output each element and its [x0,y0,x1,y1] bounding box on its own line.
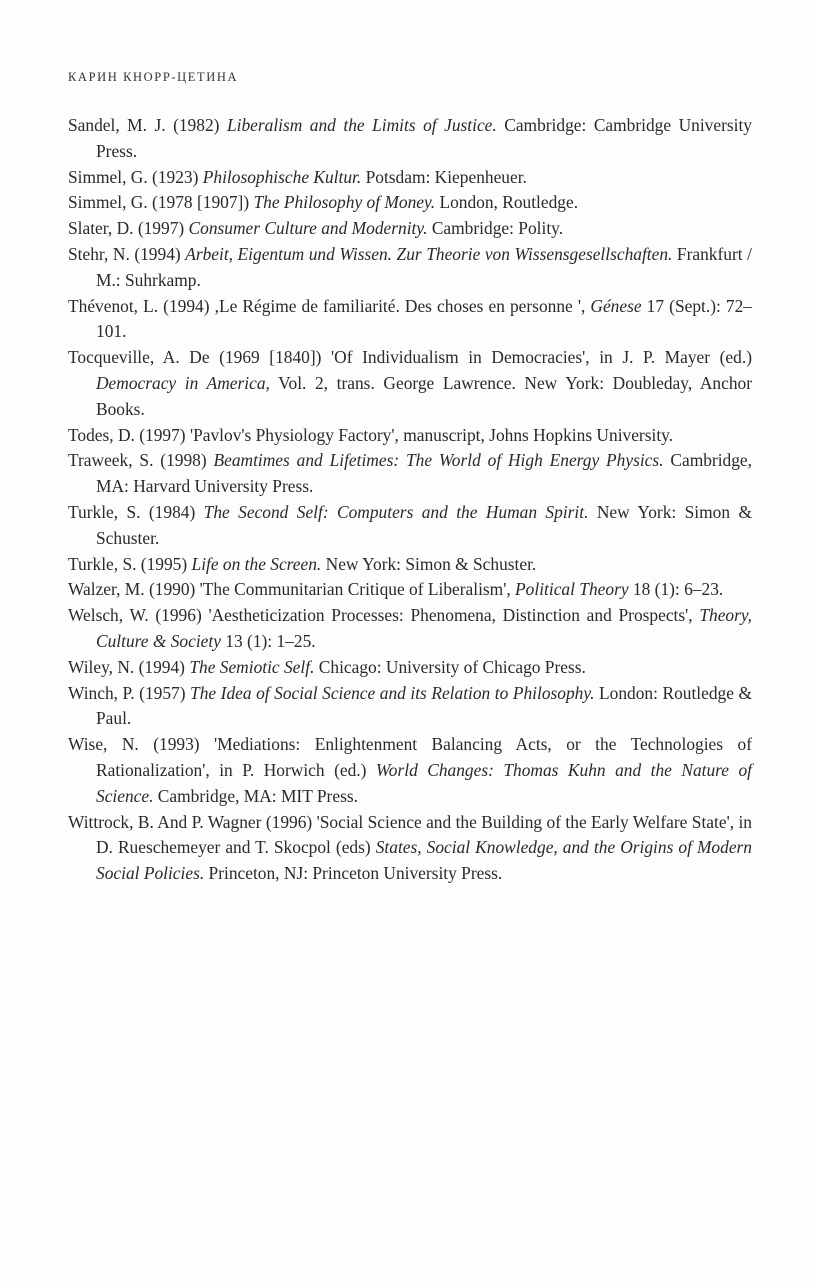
reference-text: Simmel, G. (1923) [68,166,203,187]
reference-text: 18 (1): 6–23. [628,579,724,600]
reference-entry [68,603,752,655]
reference-entry [68,681,752,733]
reference-text: Todes, D. (1997) 'Pavlov's Physiology Factory', manuscript, Johns Hopkins University. [68,424,674,445]
reference-title: Democracy in America, [96,372,270,393]
reference-text: Traweek, S. (1998) [68,450,214,471]
reference-entry [68,732,752,809]
reference-entry [68,113,752,165]
reference-entry [68,810,752,887]
reference-text: Potsdam: Kiepenheuer. [361,166,527,187]
reference-entry [68,242,752,294]
reference-entry [68,423,752,449]
reference-text: Slater, D. (1997) [68,218,189,239]
reference-title: World Changes: Thomas Kuhn and the Nature of Science. [96,759,753,806]
reference-text: Stehr, N. (1994) [68,243,186,264]
reference-entry [68,552,752,578]
reference-entry [68,577,752,603]
reference-text: Frankfurt / M.: Suhrkamp. [96,243,752,290]
reference-text: London, Routledge. [435,192,579,213]
reference-text: Thévenot, L. (1994) ,Le Régime de familiarité. Des choses en personne ', [68,295,591,316]
reference-text: Princeton, NJ: Princeton University Press. [204,863,503,884]
reference-text: Sandel, M. J. (1982) [68,115,227,135]
reference-text: Wise, N. (1993) 'Mediations: Enlightenment Balancing Acts, or the Technologies of Rationalization', in P. Horwich (ed.) [68,734,752,780]
reference-text: Walzer, M. (1990) 'The Communitarian Critique of Liberalism', [68,579,516,600]
reference-text: Cambridge, MA: Harvard University Press. [96,450,752,497]
reference-title: Beamtimes and Lifetimes: The World of High Energy Physics. [213,450,664,471]
reference-text: 17 (Sept.): 72–101. [96,295,752,342]
reference-title: Theory, Culture & Society [96,605,752,651]
reference-text: Simmel, G. (1978 [1907]) [68,192,254,213]
reference-text: Chicago: University of Chicago Press. [314,656,586,677]
reference-title: The Second Self: Computers and the Human Spirit. [203,501,589,522]
reference-text: Turkle, S. (1984) [68,501,204,522]
reference-text: Wittrock, B. And P. Wagner (1996) 'Social Science and the Building of the Early Welfare State', in D. Rueschemeyer and T. Skocpol (eds) [68,811,752,858]
reference-entry [68,500,752,552]
reference-entry [68,448,752,500]
reference-entry [68,655,752,681]
reference-text: Wiley, N. (1994) [68,656,190,677]
reference-entry [68,294,752,346]
reference-title: States, Social Knowledge, and the Origins of Modern Social Policies. [96,837,752,884]
reference-title: Génese [590,295,642,316]
reference-text: Winch, P. (1957) [68,682,191,703]
reference-title: Liberalism and the Limits of Justice. [226,115,497,135]
reference-entry [68,216,752,242]
reference-text: 13 (1): 1–25. [220,630,316,651]
reference-text: Vol. 2, trans. George Lawrence. New York: Doubleday, Anchor Books. [96,372,752,419]
running-head: КАРИН КНОРР-ЦЕТИНА [68,70,239,84]
reference-title: Philosophische Kultur. [202,166,362,187]
reference-text: Cambridge: Polity. [427,218,564,239]
reference-text: Cambridge, MA: MIT Press. [153,785,358,806]
reference-text: Tocqueville, A. De (1969 [1840]) 'Of Individualism in Democracies', in J. P. Mayer (ed.) [68,347,752,368]
reference-text: London: Routledge & Paul. [96,682,753,729]
reference-text: Cambridge: Cambridge University Press. [96,115,752,161]
reference-text: New York: Simon & Schuster. [96,501,752,548]
reference-text: Turkle, S. (1995) [68,553,192,574]
reference-title: Life on the Screen. [191,553,322,574]
reference-title: The Idea of Social Science and its Relation to Philosophy. [190,682,595,703]
reference-text: New York: Simon & Schuster. [321,553,537,574]
reference-title: Arbeit, Eigentum und Wissen. Zur Theorie von Wissensgesellschaften. [185,243,673,264]
reference-title: The Semiotic Self. [189,656,315,677]
reference-list [68,113,752,887]
reference-title: The Philosophy of Money. [253,192,436,213]
reference-entry [68,165,752,191]
reference-text: Welsch, W. (1996) 'Aestheticization Processes: Phenomena, Distinction and Prospects', [68,605,700,626]
reference-entry [68,190,752,216]
reference-title: Political Theory [515,579,629,600]
reference-title: Consumer Culture and Modernity. [188,218,428,239]
reference-entry [68,345,752,422]
